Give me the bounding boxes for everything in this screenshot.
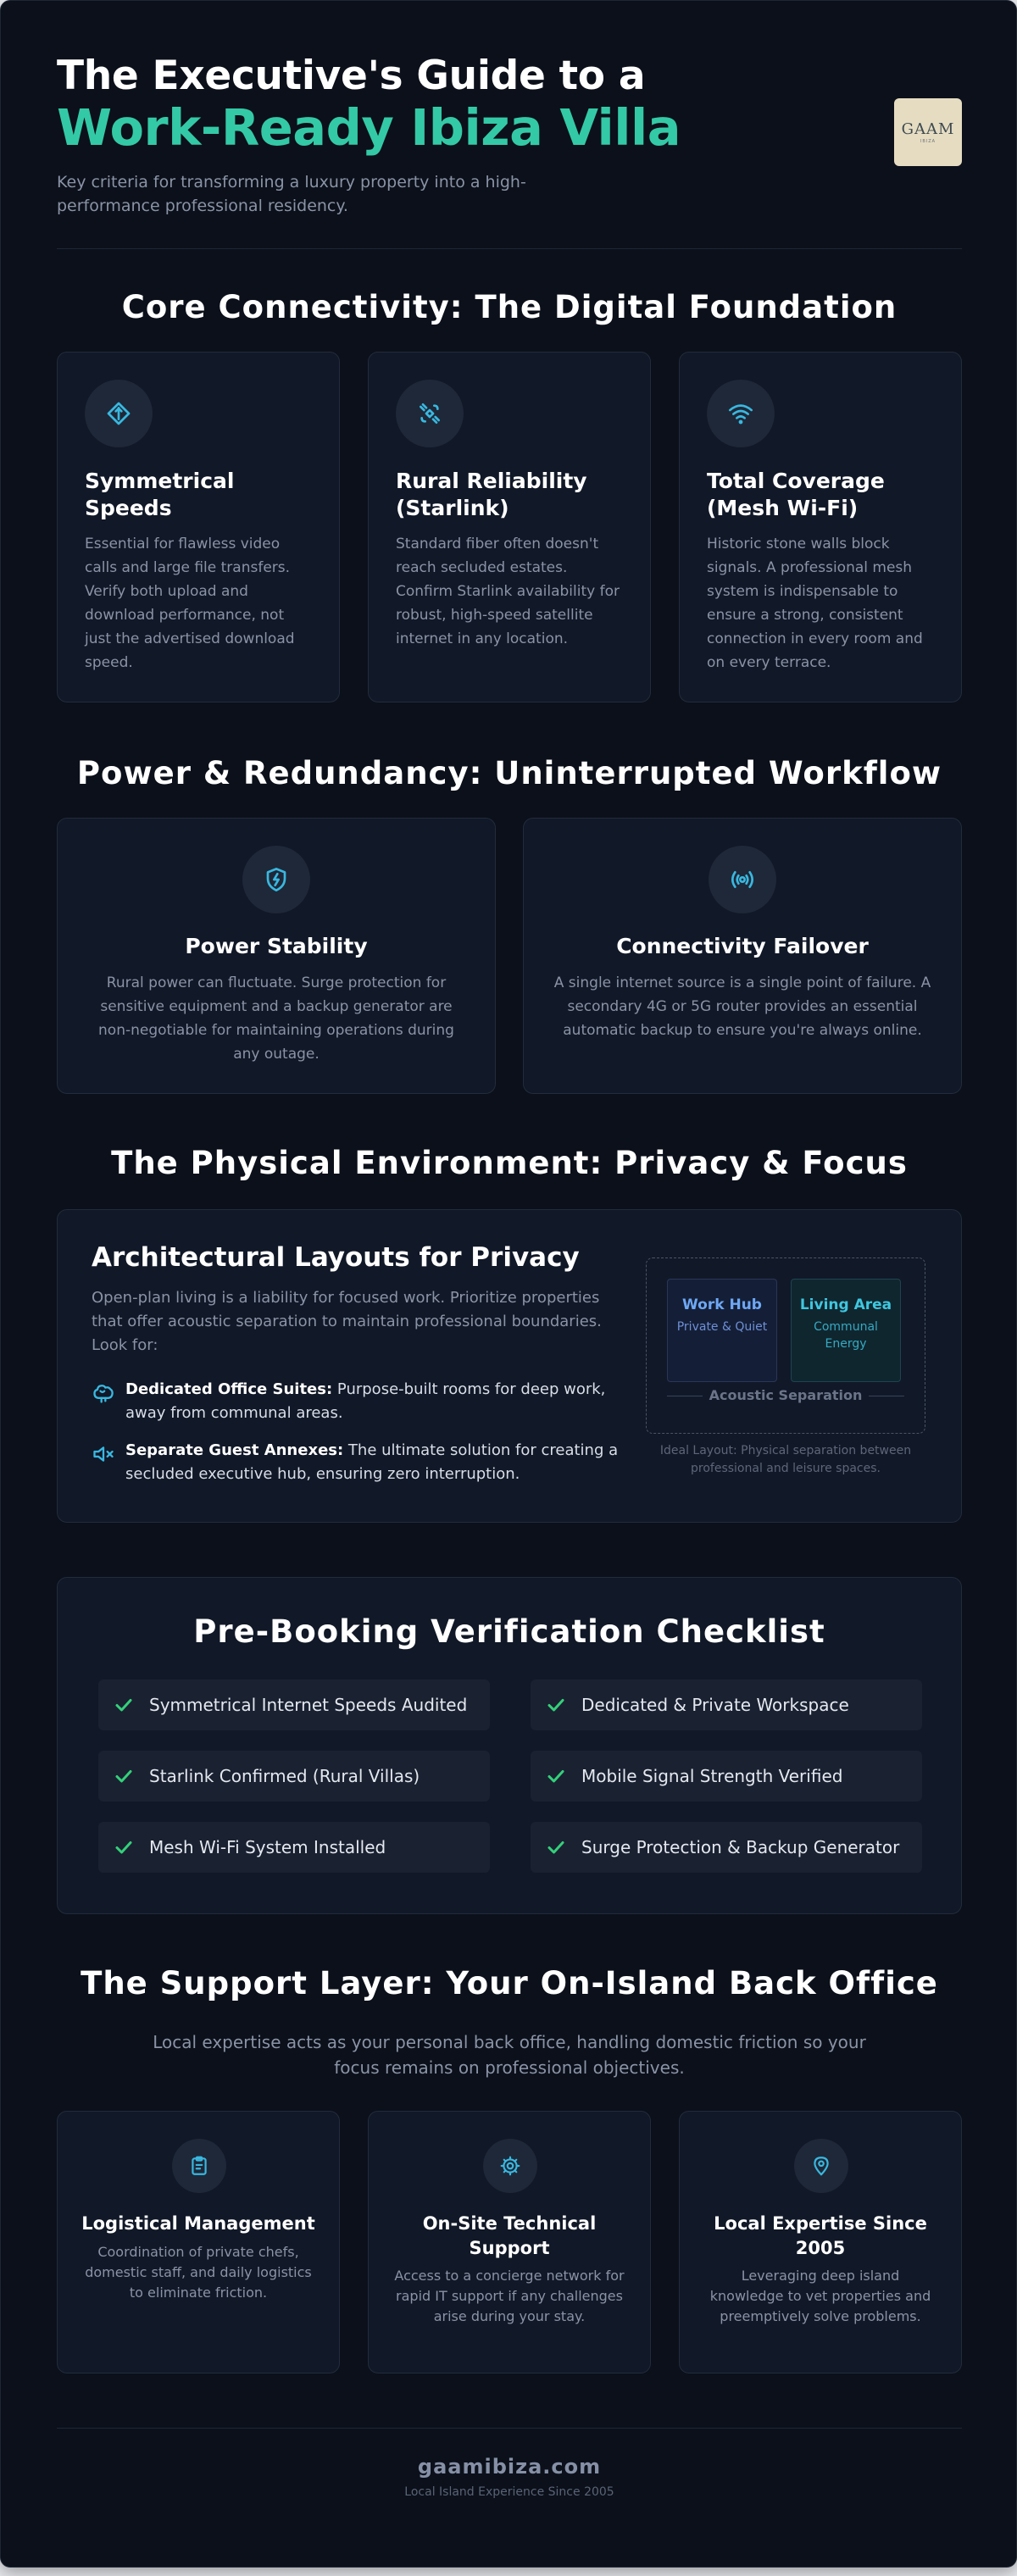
icon-badge [85,380,153,447]
diagram-caption: Ideal Layout: Physical separation between professional and leisure spaces. [659,1444,912,1475]
card-description: Essential for flawless video calls and large file transfers. Verify both upload and download performance, not just the advertised download speed. [85,536,295,671]
icon-badge [172,2139,226,2193]
feature-detail: Purpose-built rooms for deep work, away from communal areas. [125,1380,606,1422]
work-hub-subtitle: Private & Quiet [676,1320,768,1334]
feature-guest-annexes [92,1439,625,1486]
check-icon [546,1766,566,1786]
diamond-arrows-icon [105,400,132,427]
architecture-title: Architectural Layouts for Privacy [92,1242,580,1273]
living-area-title: Living Area [799,1296,892,1313]
icon-badge [242,846,310,913]
card-title: Logistical Management [81,2213,315,2234]
footer-domain-link[interactable]: gaamibiza.com [417,2455,602,2479]
card-title: Rural Reliability (Starlink) [396,469,587,520]
card-title: Connectivity Failover [616,934,869,958]
icon-badge [396,380,464,447]
checklist-item [98,1751,490,1802]
checklist-item [98,1679,490,1730]
checklist-item-label: Mesh Wi-Fi System Installed [149,1837,386,1857]
header [57,52,962,215]
checklist-item-label: Mobile Signal Strength Verified [581,1766,843,1786]
card-title: Local Expertise Since 2005 [714,2213,927,2258]
feature-label: Separate Guest Annexes: [125,1441,344,1459]
checklist-item-label: Dedicated & Private Workspace [581,1695,849,1715]
checklist-item-label: Surge Protection & Backup Generator [581,1837,900,1857]
check-icon [114,1837,134,1857]
card-description: Access to a concierge network for rapid IT support if any challenges arise during your stay. [394,2268,625,2324]
icon-badge [794,2139,848,2193]
card-description: Leveraging deep island knowledge to vet properties and preemptively solve problems. [709,2268,931,2324]
gaam-logo [894,98,962,166]
check-icon [546,1695,566,1715]
card-power-stability [57,818,496,1094]
living-area-zone [791,1279,901,1382]
title-line-2: Work-Ready Ibiza Villa [57,98,681,157]
card-title: Symmetrical Speeds [85,469,235,520]
shield-bolt-icon [263,866,290,893]
card-description: Rural power can fluctuate. Surge protection for sensitive equipment and a backup generator are non-negotiable for maintaining operations during any outage. [98,974,454,1063]
architecture-description: Open-plan living is a liability for focused work. Prioritize properties that offer acoustic separation to maintain professional boundaries. Look for: [92,1289,602,1354]
checklist-title: Pre-Booking Verification Checklist [193,1613,825,1650]
checklist-item [531,1679,922,1730]
check-icon [114,1766,134,1786]
wifi-icon [727,400,754,427]
card-description: Standard fiber often doesn't reach secluded estates. Confirm Starlink availability for robust, high-speed satellite internet in any location. [396,536,620,647]
layout-diagram [646,1257,925,1434]
card-connectivity-failover [523,818,962,1094]
subtitle: Key criteria for transforming a luxury property into a high-performance professional residency. [57,173,526,215]
living-area-subtitle: Communal Energy [814,1320,878,1351]
check-icon [114,1695,134,1715]
card-description: Historic stone walls block signals. A professional mesh system is indispensable to ensure a strong, consistent connection in every room and on every terrace. [707,536,923,671]
card-technical-support [368,2111,651,2373]
card-description: A single internet source is a single point of failure. A secondary 4G or 5G router provides an essential automatic backup to ensure you're always online. [553,974,931,1039]
feature-office-suites [92,1378,625,1425]
support-intro: Local expertise acts as your personal back office, handling domestic friction so your focus remains on professional objectives. [153,2032,866,2078]
architecture-panel [57,1209,962,1523]
logo-text: GAAM [901,120,955,138]
card-title: Total Coverage (Mesh Wi-Fi) [707,469,885,520]
header-divider [57,248,962,249]
card-title: On-Site Technical Support [422,2213,597,2258]
brain-icon [92,1381,115,1405]
card-description: Coordination of private chefs, domestic staff, and daily logistics to eliminate friction. [85,2244,312,2301]
feature-detail: The ultimate solution for creating a secluded executive hub, ensuring zero interruption. [125,1441,619,1483]
icon-badge [483,2139,537,2193]
card-symmetrical-speeds [57,352,340,702]
mute-icon [92,1442,115,1466]
support-section-title: The Support Layer: Your On-Island Back Office [81,1965,938,2001]
satellite-icon [416,400,443,427]
power-section-title: Power & Redundancy: Uninterrupted Workflow [76,755,942,791]
checklist-item-label: Starlink Confirmed (Rural Villas) [149,1766,420,1786]
checklist-item [531,1822,922,1873]
gear-icon [499,2155,521,2177]
feature-label: Dedicated Office Suites: [125,1380,333,1398]
footer-divider [57,2428,962,2429]
title-line-1: The Executive's Guide to a [57,53,646,99]
checklist-item [98,1822,490,1873]
work-hub-zone [667,1279,777,1382]
card-local-expertise [679,2111,962,2373]
clipboard-icon [188,2155,210,2177]
icon-badge [709,846,776,913]
feature-text [125,1439,625,1486]
separation-label-wrap [647,1387,925,1403]
icon-badge [707,380,775,447]
card-rural-reliability [368,352,651,702]
card-total-coverage [679,352,962,702]
work-hub-title: Work Hub [682,1296,762,1313]
connectivity-section-title: Core Connectivity: The Digital Foundation [121,289,898,325]
physical-section-title: The Physical Environment: Privacy & Focus [111,1145,908,1181]
checklist-panel [57,1577,962,1914]
checklist-item [531,1751,922,1802]
check-icon [546,1837,566,1857]
broadcast-icon [729,866,756,893]
separation-label: Acoustic Separation [703,1387,870,1403]
feature-text [125,1378,625,1425]
card-logistical-management [57,2111,340,2373]
card-title: Power Stability [185,934,368,958]
logo-subtext: IBIZA [920,139,936,144]
map-pin-icon [810,2155,832,2177]
checklist-item-label: Symmetrical Internet Speeds Audited [149,1695,468,1715]
footer-tagline: Local Island Experience Since 2005 [404,2485,614,2499]
